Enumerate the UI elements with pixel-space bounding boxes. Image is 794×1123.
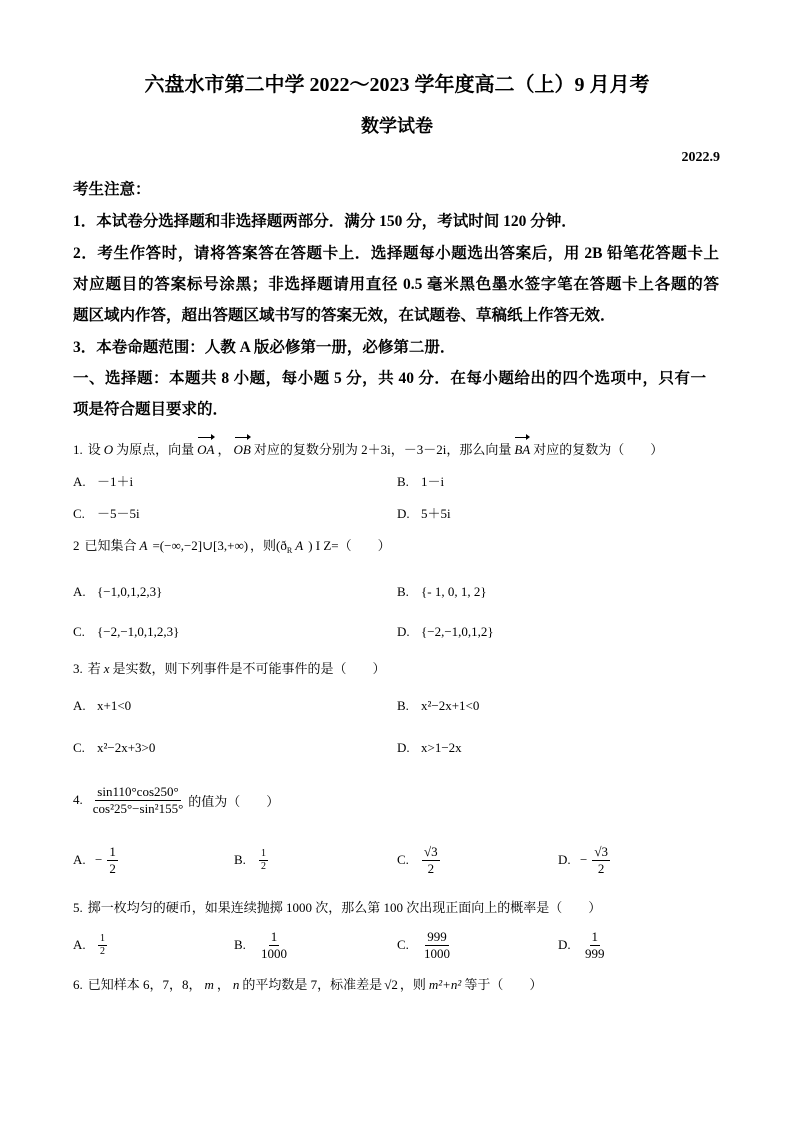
q4-option-d <box>558 842 613 878</box>
math-variable: A <box>139 538 148 553</box>
q1-option-c <box>73 504 142 524</box>
option-label: A. <box>73 852 86 867</box>
square-root: √2 <box>384 977 398 992</box>
option-label: D. <box>397 740 410 755</box>
fraction-numerator: √3 <box>594 843 608 859</box>
q3-option-a <box>73 696 133 716</box>
vector-oa: OA <box>197 440 214 460</box>
question-text: ， <box>217 442 231 457</box>
fraction-denominator: 2 <box>109 860 116 876</box>
math-variable: m <box>204 977 214 992</box>
option-label: C. <box>73 624 85 639</box>
math-variable: O <box>103 442 114 457</box>
option-label: D. <box>558 937 571 952</box>
question-number: 6. <box>73 977 83 992</box>
option-value: {−2,−1,0,1,2} <box>421 624 494 639</box>
option-label: D. <box>558 852 571 867</box>
option-value: {- 1, 0, 1, 2} <box>421 584 487 599</box>
option-value: 5＋5i <box>421 506 451 521</box>
question-text: 已知样本 6，7，8， <box>87 977 202 992</box>
q3-option-c <box>73 738 157 758</box>
question-6-stem <box>73 975 542 995</box>
option-value: x²−2x+1<0 <box>421 698 480 713</box>
option-value: x²−2x+3>0 <box>97 740 156 755</box>
notice-line-3: 对应题目的答案标号涂黑；非选择题请用直径 0.5 毫米黑色墨水签字笔在答题卡上各题的答 <box>73 276 719 293</box>
question-number: 3. <box>73 661 83 676</box>
option-label: A. <box>73 474 86 489</box>
q4-option-c <box>397 842 443 878</box>
minus-sign: − <box>580 852 588 867</box>
math-variable: A <box>295 538 304 553</box>
fraction-denominator: cos²25°−sin²155° <box>92 800 184 816</box>
fraction-denominator: 1000 <box>424 945 450 961</box>
fraction-numerator: 1 <box>261 847 266 859</box>
fraction-numerator: 999 <box>427 928 447 944</box>
q2-option-d <box>397 622 496 642</box>
math-variable: x <box>103 661 110 676</box>
fraction <box>592 844 610 876</box>
exam-date: 2022.9 <box>681 150 720 165</box>
question-3-stem <box>73 659 386 679</box>
question-number: 1. <box>73 442 83 457</box>
complement-subscript: R <box>286 546 293 555</box>
fraction-denominator: 2 <box>597 860 605 876</box>
math-variable: n <box>232 977 240 992</box>
option-label: B. <box>397 474 409 489</box>
question-number: 4. <box>73 792 83 807</box>
option-label: C. <box>397 852 409 867</box>
q5-option-a <box>73 927 110 963</box>
fraction-numerator: sin110°cos250° <box>97 783 179 799</box>
notice-line-4: 题区域内作答，超出答题区域书写的答案无效，在试题卷、草稿纸上作答无效． <box>73 307 616 324</box>
fraction-numerator: 1 <box>109 843 116 859</box>
option-label: A. <box>73 937 86 952</box>
fraction <box>422 844 440 876</box>
option-value: 1－i <box>421 474 445 489</box>
option-label: B. <box>234 937 246 952</box>
question-text: 为原点，向量 <box>116 442 195 457</box>
question-text: 掷一枚均匀的硬币，如果连续抛掷 1000 次，那么第 100 次出现正面向上的概率是（ ） <box>87 900 602 915</box>
fraction <box>91 784 186 816</box>
q1-option-b <box>397 472 446 492</box>
option-label: B. <box>234 852 246 867</box>
q1-option-a <box>73 472 135 492</box>
q5-option-d <box>558 927 610 963</box>
q1-option-d <box>397 504 453 524</box>
q2-option-c <box>73 622 181 642</box>
vector-ba: BA <box>514 440 530 460</box>
minus-sign: − <box>95 852 103 867</box>
question-text: 等于（ ） <box>464 977 543 992</box>
option-value: {−1,0,1,2,3} <box>97 584 163 599</box>
question-text: 对应的复数为（ ） <box>533 442 664 457</box>
section-heading-line-1: 一、选择题：本题共 8 小题，每小题 5 分，共 40 分．在每小题给出的四个选项中，只有一 <box>73 370 706 387</box>
section-heading-line-2: 项是符合题目要求的． <box>73 401 229 418</box>
exam-title: 六盘水市第二中学 2022～2023 学年度高二（上）9 月月考 <box>144 74 650 96</box>
option-label: D. <box>397 506 410 521</box>
option-label: C. <box>73 506 85 521</box>
question-5-stem <box>73 898 601 918</box>
question-text: 的值为（ ） <box>188 793 280 809</box>
question-text: 的平均数是 7，标准差是 <box>242 977 383 992</box>
question-text: 对应的复数分别为 2＋3i，－3－2i，那么向量 <box>253 442 512 457</box>
question-text: 若 <box>87 661 101 676</box>
question-number: 2 <box>73 538 80 553</box>
option-label: A. <box>73 584 86 599</box>
q2-option-b <box>397 582 489 602</box>
math-expression: ) I Z=（ ） <box>308 538 391 553</box>
notice-line-2: 2．考生作答时，请将答案答在答题卡上．选择题每小题选出答案后，用 2B 铅笔花答题卡上 <box>73 245 719 262</box>
option-label: A. <box>73 698 86 713</box>
complement-symbol: ð <box>280 538 287 553</box>
question-text: 已知集合 <box>84 538 137 553</box>
option-label: C. <box>73 740 85 755</box>
option-value: {−2,−1,0,1,2,3} <box>97 624 180 639</box>
question-2-stem <box>73 536 393 561</box>
fraction-denominator: 999 <box>585 945 605 961</box>
fraction-denominator: 2 <box>261 860 266 872</box>
option-value: －5－5i <box>97 506 140 521</box>
question-text: ， <box>216 977 230 992</box>
question-1-stem <box>73 440 663 460</box>
fraction <box>422 929 452 961</box>
fraction-denominator: 2 <box>100 945 105 957</box>
fraction-denominator: 1000 <box>261 945 287 961</box>
exam-subject: 数学试卷 <box>361 116 433 136</box>
option-value: x+1<0 <box>97 698 132 713</box>
question-text: 是实数，则下列事件是不可能事件的是（ ） <box>112 661 386 676</box>
q3-option-b <box>397 696 481 716</box>
q5-option-b <box>234 927 292 963</box>
fraction <box>259 929 289 961</box>
vector-ob: OB <box>234 440 251 460</box>
fraction-denominator: 2 <box>427 860 435 876</box>
question-4-stem <box>73 781 279 819</box>
q5-option-c <box>397 927 455 963</box>
math-expression: m²+n² <box>428 977 462 992</box>
fraction <box>107 844 118 876</box>
option-value: －1＋i <box>97 474 134 489</box>
fraction-numerator: √3 <box>424 843 438 859</box>
question-text: 设 <box>87 442 101 457</box>
math-expression: =(−∞,−2]∪[3,+∞) <box>152 538 249 553</box>
q3-option-d <box>397 738 464 758</box>
fraction <box>583 929 607 961</box>
q4-option-a <box>73 842 121 878</box>
option-label: B. <box>397 584 409 599</box>
notice-line-5: 3．本卷命题范围：人教 A 版必修第一册，必修第二册． <box>73 339 456 356</box>
notice-heading: 考生注意： <box>73 181 151 198</box>
fraction <box>98 933 107 958</box>
fraction <box>259 848 268 873</box>
q4-option-b <box>234 842 271 878</box>
option-value: x>1−2x <box>421 740 462 755</box>
notice-line-1: 1．本试卷分选择题和非选择题两部分．满分 150 分，考试时间 120 分钟． <box>73 213 577 230</box>
option-label: C. <box>397 937 409 952</box>
q2-option-a <box>73 582 164 602</box>
option-label: D. <box>397 624 410 639</box>
fraction-numerator: 1 <box>591 928 598 944</box>
question-text: ，则 <box>399 977 426 992</box>
option-label: B. <box>397 698 409 713</box>
fraction-numerator: 1 <box>100 932 105 944</box>
question-text: ，则( <box>250 538 281 553</box>
question-number: 5. <box>73 900 83 915</box>
fraction-numerator: 1 <box>270 928 278 944</box>
